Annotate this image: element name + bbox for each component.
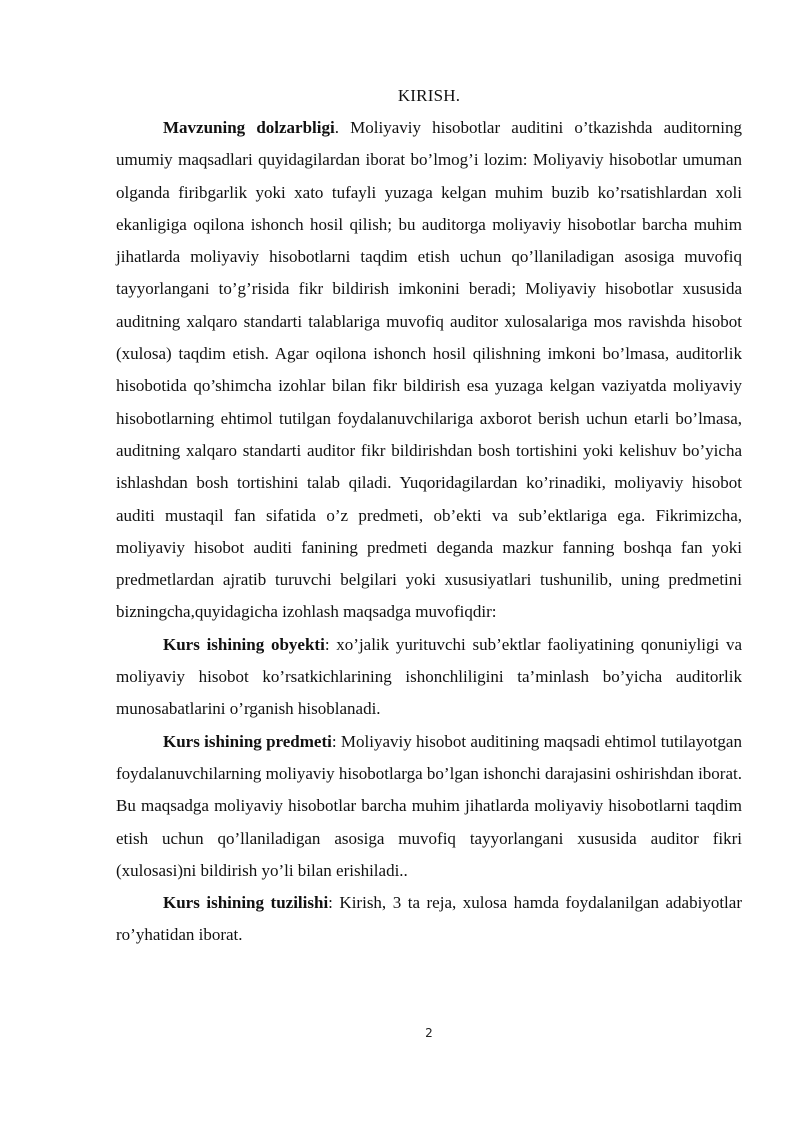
heading-separator: : (331, 731, 337, 751)
paragraph-text: Moliyaviy hisobot auditining maqsadi ehtimol tutilayotgan foydalanuvchilarning moliyaviy hisobotlarga bo’lgan ishonchi darajasini oshirishdan iborat. Bu maqsadga moliyaviy hisobotlar barcha muhim jihatlarda moliyaviy hisobotlarni taqdim etish uchun qo’llaniladigan asosiga muvofiq tayyorlangani xususida auditor fikri (xulosasi)ni bildirish yo’li bilan erishiladi.. (116, 731, 742, 880)
heading-separator: : (324, 634, 330, 654)
paragraph-heading: Kurs ishining predmeti (163, 731, 332, 751)
paragraph-heading: Kurs ishining obyekti (163, 634, 325, 654)
heading-separator: : (328, 893, 333, 913)
paragraph-relevance (116, 112, 742, 629)
paragraph-text: xo’jalik yurituvchi sub’ektlar faoliyatining qonuniyligi va moliyaviy hisobot ko’rsatkichlarining ishonchliligini ta’minlash bo’yicha auditorlik munosabatlarini o’rganish hisoblanadi. (116, 634, 742, 719)
paragraph-text: Moliyaviy hisobotlar auditini o’tkazishda auditorning umumiy maqsadlari quyidagilardan iborat bo’lmog’i lozim: Moliyaviy hisobotlar umuman olganda firibgarlik yoki xato tufayli yuzaga kelgan muhim buzib ko’rsatishlardan xoli ekanligiga oqilona ishonch hosil qilish; bu auditorga moliyaviy hisobotlar barcha muhim jihatlarda moliyaviy hisobotlarni taqdim etish uchun qo’llaniladigan asosiga muvofiq tayyorlangani to’g’risida fikr bildirish imkonini beradi; Moliyaviy hisobotlar xususida auditning xalqaro standarti talablariga muvofiq auditor xulosalariga mos ravishda hisobot (xulosa) taqdim etish. Agar oqilona ishonch hosil qilishning imkoni bo’lmasa, auditorlik hisobotida qo’shimcha izohlar bilan fikr bildirish esa yuzaga kelgan vaziyatda moliyaviy hisobotlarning ehtimol tutilgan foydalanuvchilariga axborot berish uchun etarli bo’lmasa, auditning xalqaro standarti auditor fikr bildirishdan bosh tortishini yoki kelishuv bo’yicha ishlashdan bosh tortishini talab qiladi. Yuqoridagilardan ko’rinadiki, moliyaviy hisobot auditi mustaqil fan sifatida o’z predmeti, ob’ekti va sub’ektlariga ega. Fikrimizcha, moliyaviy hisobot auditi fanining predmeti deganda mazkur fanning boshqa fan yoki predmetlardan ajratib turuvchi belgilari yoki xususiyatlari tushunilib, uning predmetini bizningcha,quyidagicha izohlash maqsadga muvofiqdir: (116, 118, 742, 622)
heading-separator: . (334, 118, 339, 137)
paragraph-object (116, 629, 742, 726)
paragraph-heading: Kurs ishining tuzilishi (163, 893, 329, 913)
paragraph-heading: Mavzuning dolzarbligi (163, 118, 335, 137)
paragraph-subject (116, 726, 742, 887)
paragraph-structure (116, 887, 742, 952)
page-title: KIRISH. (397, 86, 461, 105)
document-page (116, 84, 742, 952)
page-number: 2 (425, 1026, 433, 1040)
paragraph-text: Kirish, 3 ta reja, xulosa hamda foydalanilgan adabiyotlar ro’yhatidan iborat. (116, 893, 742, 945)
